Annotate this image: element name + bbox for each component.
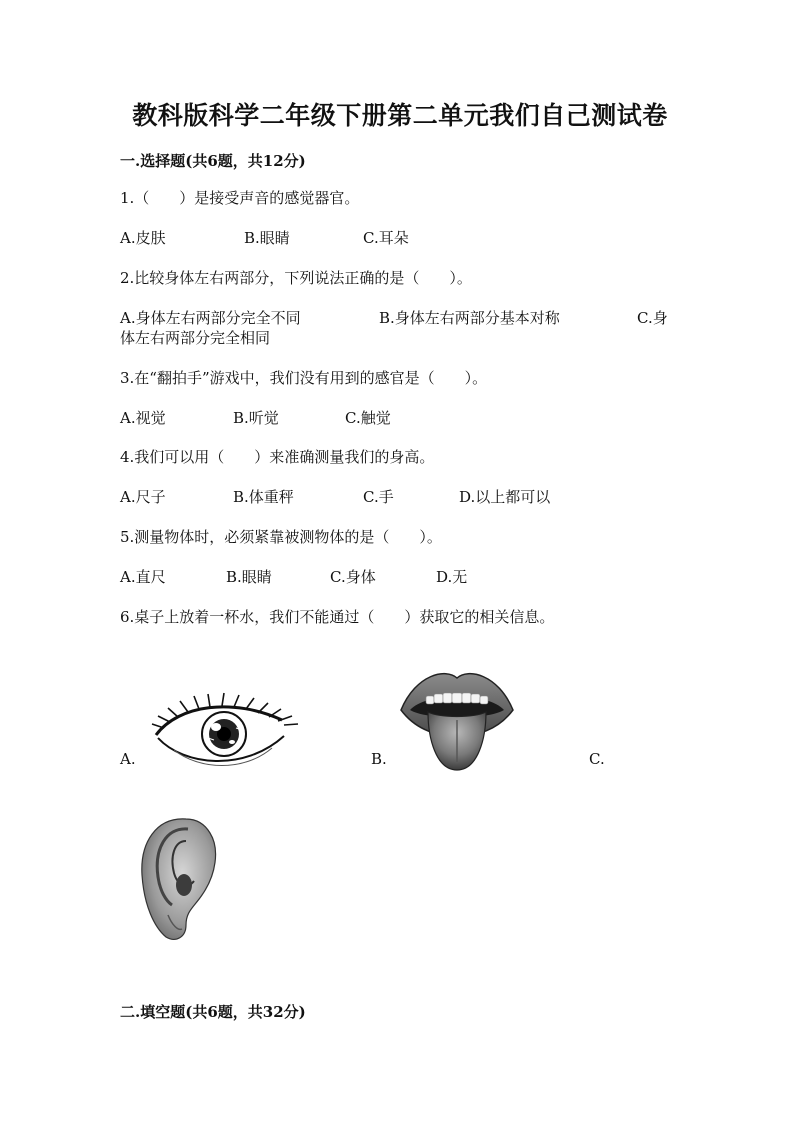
q4-option-b: B.体重秤 [233, 488, 294, 506]
ear-illustration [136, 815, 222, 943]
q5-option-c: C.身体 [330, 568, 376, 586]
q5-option-b: B.眼睛 [226, 568, 272, 586]
q3-option-a: A.视觉 [120, 409, 166, 427]
q3-option-b: B.听觉 [233, 409, 279, 427]
ear-icon [136, 815, 222, 943]
q2-option-c-continued: 体左右两部分完全相同 [120, 329, 271, 347]
question-5: 5.测量物体时，必须紧靠被测物体的是（ ）。 [120, 528, 442, 546]
q2-option-b: B.身体左右两部分基本对称 [379, 309, 560, 327]
q4-option-a: A.尺子 [120, 488, 166, 506]
page-title: 教科版科学二年级下册第二单元我们自己测试卷 [132, 101, 668, 130]
eye-illustration [144, 690, 300, 774]
q5-option-a: A.直尺 [120, 568, 166, 586]
q6-option-a: A. [120, 750, 136, 768]
question-1: 1.（ ）是接受声音的感觉器官。 [120, 189, 360, 207]
q1-option-c: C.耳朵 [363, 229, 409, 247]
question-3: 3.在“翻拍手”游戏中，我们没有用到的感官是（ ）。 [120, 369, 488, 387]
q6-option-b: B. [371, 750, 387, 768]
q1-option-a: A.皮肤 [120, 229, 166, 247]
mouth-tongue-illustration [398, 666, 516, 774]
section-heading-choice: 一.选择题(共6题，共12分) [120, 152, 306, 170]
q2-option-c: C.身 [637, 309, 668, 327]
question-6: 6.桌子上放着一杯水，我们不能通过（ ）获取它的相关信息。 [120, 608, 555, 626]
q1-option-b: B.眼睛 [244, 229, 290, 247]
question-2: 2.比较身体左右两部分，下列说法正确的是（ ）。 [120, 269, 472, 287]
q3-option-c: C.触觉 [345, 409, 391, 427]
q4-option-c: C.手 [363, 488, 394, 506]
question-4: 4.我们可以用（ ）来准确测量我们的身高。 [120, 448, 435, 466]
q6-option-c: C. [589, 750, 605, 768]
section-heading-fill: 二.填空题(共6题，共32分) [120, 1003, 306, 1021]
tongue-icon [398, 666, 516, 774]
eye-icon [144, 690, 300, 774]
q2-option-a: A.身体左右两部分完全不同 [120, 309, 301, 327]
q5-option-d: D.无 [436, 568, 468, 586]
q4-option-d: D.以上都可以 [459, 488, 551, 506]
